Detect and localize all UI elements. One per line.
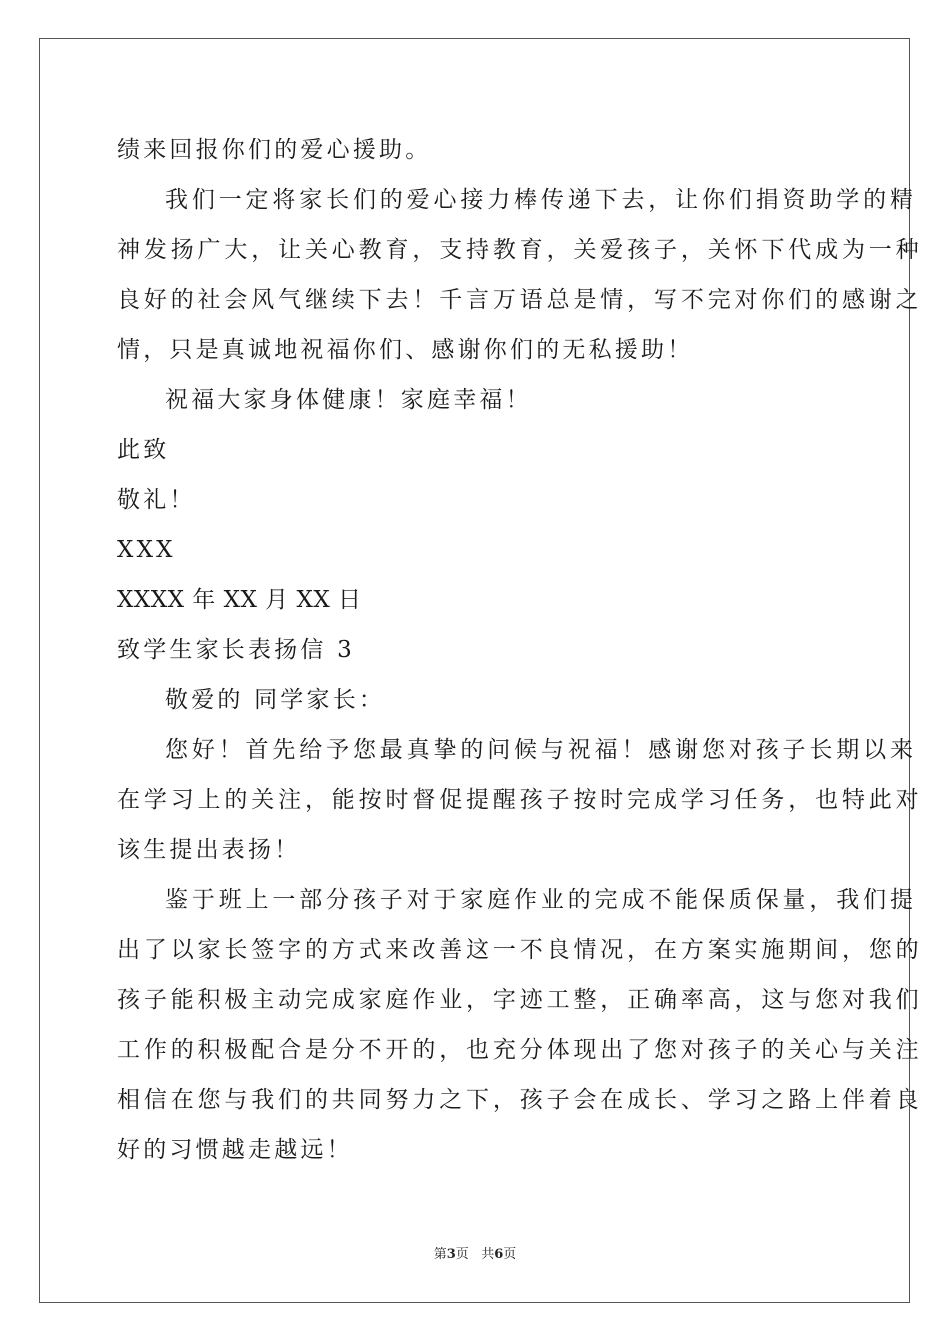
text-line: 情，只是真诚地祝福你们、感谢你们的无私援助！ xyxy=(117,337,694,363)
total-page-count: 6 xyxy=(494,1247,504,1262)
closing-line: 此致 xyxy=(117,437,170,463)
text-line: 祝福大家身体健康！家庭幸福！ xyxy=(165,387,532,413)
footer-page-word: 页 xyxy=(455,1247,469,1262)
closing-salutation: 敬礼！ xyxy=(117,487,196,513)
text-line: 工作的积极配合是分不开的，也充分体现出了您对孩子的关心与关注 xyxy=(117,1037,923,1063)
text-line: 良好的社会风气继续下去！千言万语总是情，写不完对你们的感谢之 xyxy=(117,287,923,313)
text-line: 您好！首先给予您最真挚的问候与祝福！感谢您对孩子长期以来 xyxy=(165,737,917,763)
section-title: 致学生家长表扬信 3 xyxy=(117,637,355,663)
greeting-line: 敬爱的 同学家长： xyxy=(165,687,386,713)
signature-date: XXXX 年 XX 月 XX 日 xyxy=(117,587,362,613)
page-number-footer xyxy=(0,1246,950,1264)
footer-prefix: 第 xyxy=(433,1247,447,1262)
text-line: 孩子能积极主动完成家庭作业，字迹工整，正确率高，这与您对我们 xyxy=(117,987,923,1013)
text-line: 神发扬广大，让关心教育，支持教育，关爱孩子，关怀下代成为一种 xyxy=(117,237,923,263)
text-line: 鉴于班上一部分孩子对于家庭作业的完成不能保质保量，我们提 xyxy=(165,887,917,913)
text-line: 在学习上的关注，能按时督促提醒孩子按时完成学习任务，也特此对 xyxy=(117,787,923,813)
footer-total-suffix: 页 xyxy=(503,1247,517,1262)
text-line: 我们一定将家长们的爱心接力棒传递下去，让你们捐资助学的精 xyxy=(165,187,917,213)
text-line: 出了以家长签字的方式来改善这一不良情况，在方案实施期间，您的 xyxy=(117,937,923,963)
current-page-number: 3 xyxy=(446,1247,456,1262)
text-line: 相信在您与我们的共同努力之下，孩子会在成长、学习之路上伴着良 xyxy=(117,1087,923,1113)
text-line: 好的习惯越走越远！ xyxy=(117,1137,353,1163)
text-line: 绩来回报你们的爱心援助。 xyxy=(117,137,432,163)
footer-total-prefix: 共 xyxy=(481,1247,495,1262)
signature-name: XXX xyxy=(117,537,176,563)
text-line: 该生提出表扬！ xyxy=(117,837,301,863)
